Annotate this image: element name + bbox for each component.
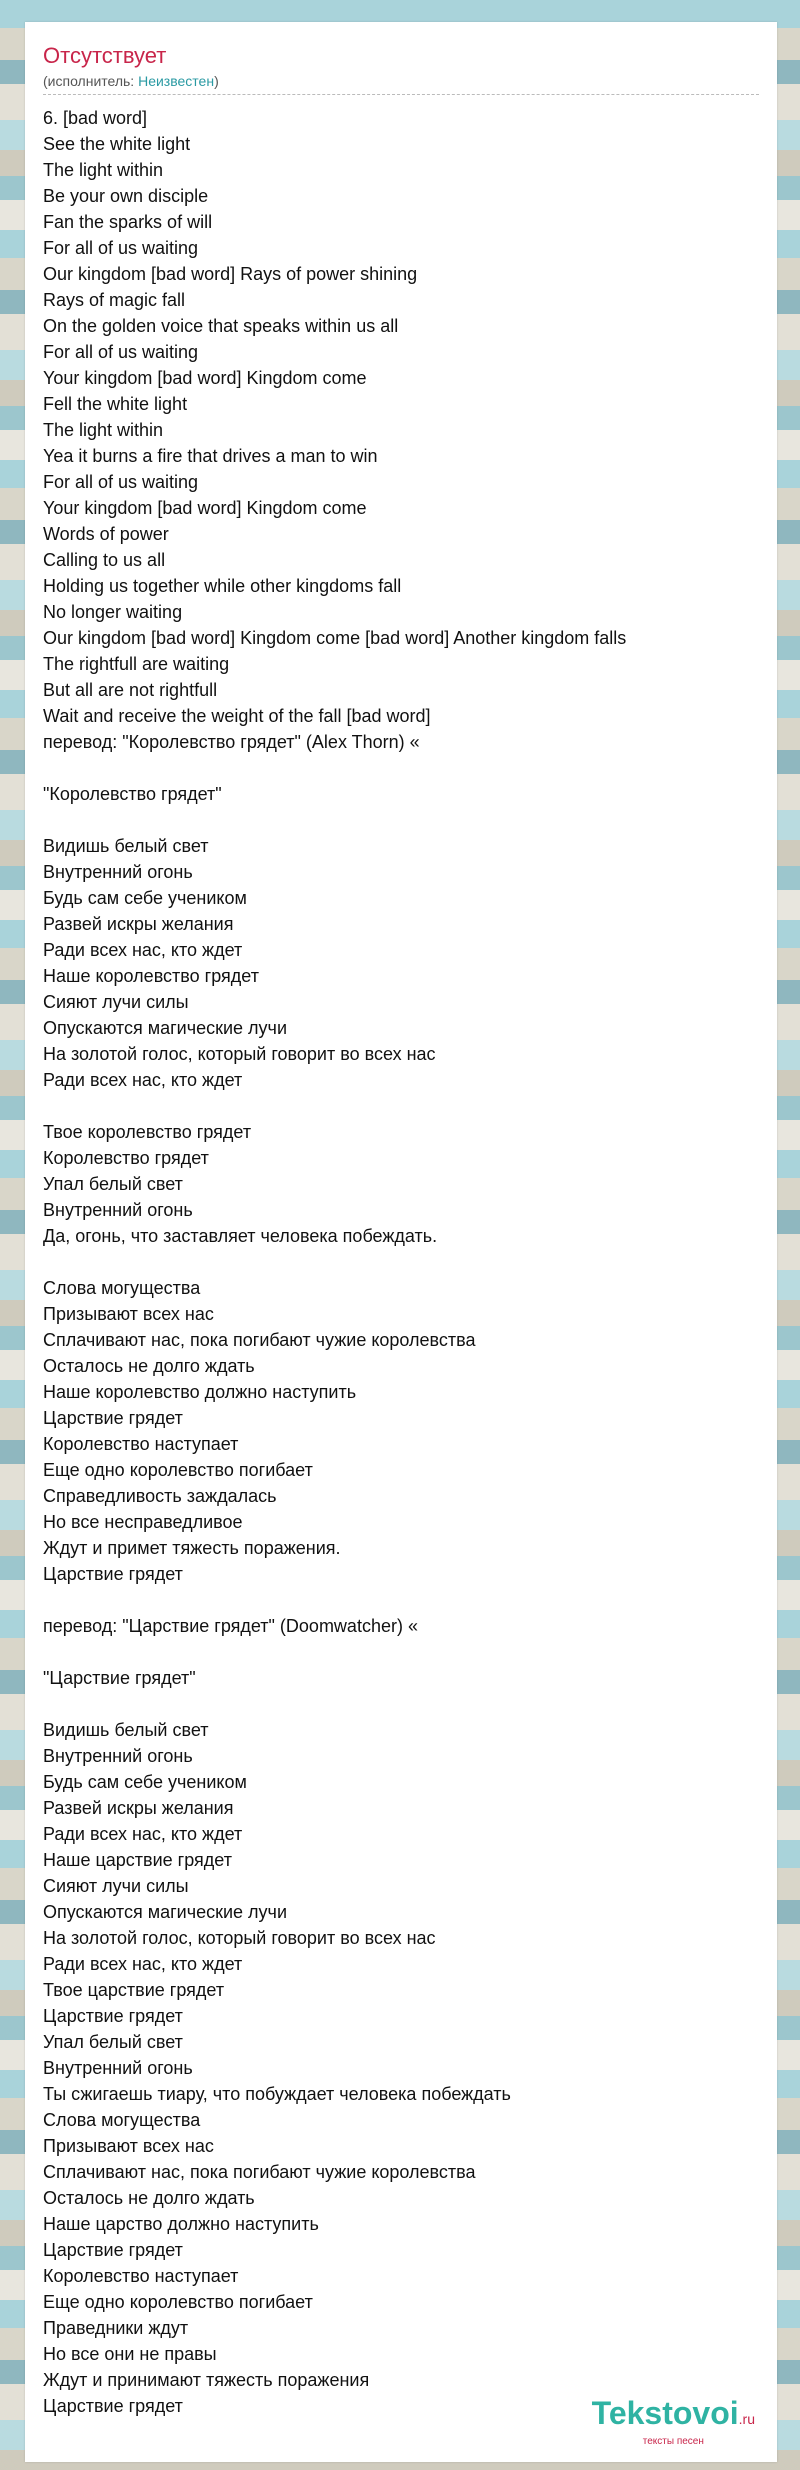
lyric-line: Царствие грядет — [43, 2240, 183, 2260]
lyric-line: Наше королевство должно наступить — [43, 1382, 357, 1402]
artist-line — [43, 72, 759, 90]
lyric-line: Царствие грядет — [43, 2396, 183, 2416]
lyric-line — [43, 807, 759, 833]
lyric-line: Осталось не долго ждать — [43, 1356, 255, 1376]
lyric-line — [43, 1249, 759, 1275]
lyric-line: "Королевство грядет" — [43, 784, 222, 804]
lyric-line: Но все они не правы — [43, 2344, 217, 2364]
lyric-line: Твое королевство грядет — [43, 1122, 252, 1142]
lyric-line: Упал белый свет — [43, 1174, 183, 1194]
lyric-line: Rays of magic fall — [43, 290, 186, 310]
lyric-line: Calling to us all — [43, 550, 166, 570]
lyric-line: перевод: "Царствие грядет" (Doomwatcher) « — [43, 1616, 418, 1636]
lyric-line: Внутренний огонь — [43, 862, 193, 882]
lyrics-card — [25, 22, 777, 2462]
lyric-line: The rightfull are waiting — [43, 654, 230, 674]
logo-wordmark — [592, 2396, 755, 2436]
lyric-line: Сияют лучи силы — [43, 992, 189, 1012]
lyric-line: Сплачивают нас, пока погибают чужие королевства — [43, 1330, 476, 1350]
lyric-line: Развей искры желания — [43, 914, 234, 934]
logo-tagline: тексты песен — [642, 2436, 704, 2447]
lyric-line: Призывают всех нас — [43, 1304, 214, 1324]
lyric-line: On the golden voice that speaks within us all — [43, 316, 399, 336]
lyric-line: For all of us waiting — [43, 342, 199, 362]
lyric-line: Ради всех нас, кто ждет — [43, 940, 243, 960]
lyric-line: Будь сам себе учеником — [43, 888, 247, 908]
lyric-line: Осталось не долго ждать — [43, 2188, 255, 2208]
lyric-line: Но все несправедливое — [43, 1512, 243, 1532]
lyric-line: Fell the white light — [43, 394, 188, 414]
lyric-line: Наше царствие грядет — [43, 1850, 232, 1870]
lyric-line: Ради всех нас, кто ждет — [43, 1824, 243, 1844]
lyric-line: For all of us waiting — [43, 472, 199, 492]
lyric-line: Ждут и примет тяжесть поражения. — [43, 1538, 341, 1558]
lyric-line: Слова могущества — [43, 1278, 201, 1298]
lyric-line: Сплачивают нас, пока погибают чужие королевства — [43, 2162, 476, 2182]
lyric-line: Видишь белый свет — [43, 836, 209, 856]
lyric-line: Words of power — [43, 524, 169, 544]
lyric-line: Ждут и принимают тяжесть поражения — [43, 2370, 370, 2390]
lyric-line: Сияют лучи силы — [43, 1876, 189, 1896]
lyric-line: Опускаются магические лучи — [43, 1018, 287, 1038]
lyric-line: Внутренний огонь — [43, 2058, 193, 2078]
lyric-line: Ради всех нас, кто ждет — [43, 1954, 243, 1974]
lyric-line: Упал белый свет — [43, 2032, 183, 2052]
lyric-line: Fan the sparks of will — [43, 212, 213, 232]
lyric-line: Справедливость заждалась — [43, 1486, 277, 1506]
lyric-line: Видишь белый свет — [43, 1720, 209, 1740]
lyric-line: Наше королевство грядет — [43, 966, 259, 986]
lyric-line: Ради всех нас, кто ждет — [43, 1070, 243, 1090]
lyric-line: Ты сжигаешь тиару, что побуждает человека побеждать — [43, 2084, 511, 2104]
lyric-line: Праведники ждут — [43, 2318, 189, 2338]
lyric-line: Еще одно королевство погибает — [43, 1460, 313, 1480]
lyric-line: Wait and receive the weight of the fall [bad word] — [43, 706, 431, 726]
lyrics-body — [43, 105, 759, 2419]
lyric-line: перевод: "Королевство грядет" (Alex Thorn) « — [43, 732, 420, 752]
lyric-line: Внутренний огонь — [43, 1200, 193, 1220]
lyric-line: Yea it burns a fire that drives a man to win — [43, 446, 378, 466]
lyric-line: Your kingdom [bad word] Kingdom come — [43, 368, 367, 388]
lyric-line: No longer waiting — [43, 602, 183, 622]
lyric-line: Our kingdom [bad word] Rays of power shining — [43, 264, 418, 284]
lyric-line — [43, 755, 759, 781]
lyric-line: Призывают всех нас — [43, 2136, 214, 2156]
artist-suffix: ) — [214, 73, 219, 89]
lyric-line: Царствие грядет — [43, 1564, 183, 1584]
lyric-line: На золотой голос, который говорит во всех нас — [43, 1928, 436, 1948]
lyric-line — [43, 1639, 759, 1665]
lyric-line: Будь сам себе учеником — [43, 1772, 247, 1792]
lyric-line: Развей искры желания — [43, 1798, 234, 1818]
lyric-line: Королевство наступает — [43, 1434, 239, 1454]
lyric-line: 6. [bad word] — [43, 108, 148, 128]
lyric-line: Holding us together while other kingdoms fall — [43, 576, 402, 596]
lyric-line: Царствие грядет — [43, 1408, 183, 1428]
divider — [43, 94, 759, 95]
lyric-line: Королевство грядет — [43, 1148, 209, 1168]
lyric-line: Твое царствие грядет — [43, 1980, 225, 2000]
lyric-line — [43, 1093, 759, 1119]
lyric-line: For all of us waiting — [43, 238, 199, 258]
lyric-line: Еще одно королевство погибает — [43, 2292, 313, 2312]
artist-link[interactable]: Неизвестен — [138, 73, 215, 89]
lyric-line: На золотой голос, который говорит во всех нас — [43, 1044, 436, 1064]
lyric-line: Царствие грядет — [43, 2006, 183, 2026]
lyric-line: The light within — [43, 420, 164, 440]
lyric-line: Be your own disciple — [43, 186, 209, 206]
lyric-line: Да, огонь, что заставляет человека побеждать. — [43, 1226, 438, 1246]
logo-main-text: Tekstovoi — [591, 2395, 739, 2431]
lyric-line: The light within — [43, 160, 164, 180]
lyric-line: Внутренний огонь — [43, 1746, 193, 1766]
lyric-line: Королевство наступает — [43, 2266, 239, 2286]
artist-prefix: (исполнитель: — [43, 73, 139, 89]
lyric-line: Опускаются магические лучи — [43, 1902, 287, 1922]
lyric-line: Слова могущества — [43, 2110, 201, 2130]
logo-tld: .ru — [738, 2411, 755, 2427]
lyric-line: But all are not rightfull — [43, 680, 218, 700]
lyric-line: Our kingdom [bad word] Kingdom come [bad word] Another kingdom falls — [43, 628, 627, 648]
site-logo[interactable] — [592, 2396, 755, 2448]
lyric-line — [43, 1691, 759, 1717]
lyric-line — [43, 1587, 759, 1613]
lyric-line: Your kingdom [bad word] Kingdom come — [43, 498, 367, 518]
lyric-line: See the white light — [43, 134, 191, 154]
lyric-line: Наше царство должно наступить — [43, 2214, 319, 2234]
lyric-line: "Царствие грядет" — [43, 1668, 196, 1688]
song-title: Отсутствует — [43, 43, 167, 68]
